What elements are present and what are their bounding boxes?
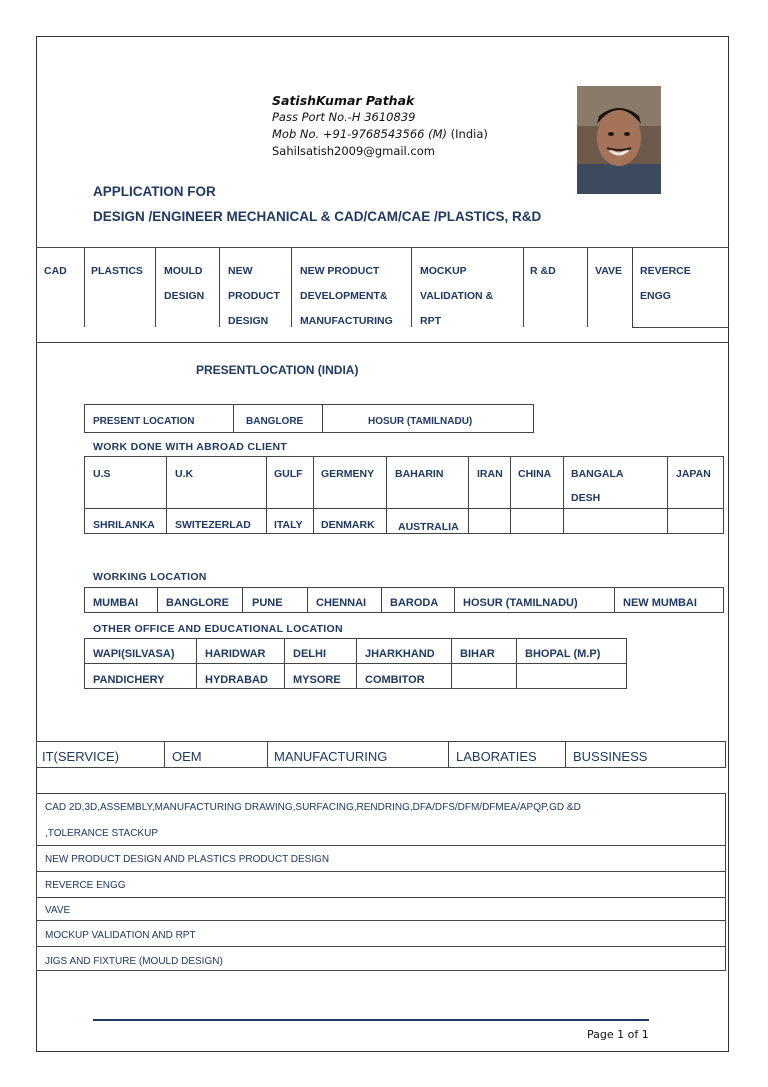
skill-mould-2: DESIGN — [164, 290, 205, 302]
skills-divider — [219, 247, 220, 327]
working-col-divider — [307, 587, 308, 613]
working-baroda: BARODA — [390, 597, 439, 609]
skill-vave: VAVE — [595, 265, 623, 277]
abroad-col-divider — [166, 456, 167, 534]
sector-manufacturing: MANUFACTURING — [274, 749, 388, 764]
working-col-divider — [157, 587, 158, 613]
skill-npdm-3: MANUFACTURING — [300, 315, 393, 327]
abroad-col-divider — [563, 456, 564, 534]
skills-divider — [587, 247, 588, 327]
applicant-name: SatishKumar Pathak — [272, 93, 415, 108]
office-bihar: BIHAR — [460, 648, 495, 660]
skills-divider — [155, 247, 156, 327]
mobile-number — [272, 127, 488, 141]
mobile-text: Mob No. +91-9768543566 (M) — [272, 127, 447, 141]
skill-reverce-1: REVERCE — [640, 265, 691, 277]
skill-mockup-1: MOCKUP — [420, 265, 467, 277]
sectors-col-divider — [164, 741, 165, 768]
expertise-table — [36, 793, 726, 971]
office-combitor: COMBITOR — [365, 674, 425, 686]
abroad-col-divider — [266, 456, 267, 534]
skill-npdm-2: DEVELOPMENT& — [300, 290, 388, 302]
skills-bottom-border — [632, 327, 729, 328]
skills-divider — [291, 247, 292, 327]
skills-top-border — [36, 247, 729, 248]
present-location-city: BANGLORE — [246, 416, 304, 427]
abroad-desh: DESH — [571, 492, 601, 504]
other-office-col-divider — [451, 638, 452, 689]
mobile-country: (India) — [450, 127, 488, 141]
skill-mockup-3: RPT — [420, 315, 441, 327]
working-col-divider — [381, 587, 382, 613]
expertise-row-divider — [36, 897, 726, 898]
expertise-tolerance: ,TOLERANCE STACKUP — [45, 828, 158, 839]
skill-mould-1: MOULD — [164, 265, 203, 277]
section-divider — [36, 342, 729, 343]
other-office-col-divider — [284, 638, 285, 689]
footer-rule — [93, 1019, 649, 1021]
skill-cad: CAD — [44, 265, 67, 277]
skill-mockup-2: VALIDATION & — [420, 290, 494, 302]
sectors-col-divider — [565, 741, 566, 768]
abroad-germeny: GERMENY — [321, 468, 375, 480]
present-location-divider — [322, 404, 323, 433]
other-office-col-divider — [196, 638, 197, 689]
abroad-baharin: BAHARIN — [395, 468, 444, 480]
working-col-divider — [614, 587, 615, 613]
sector-laboraties: LABORATIES — [456, 749, 537, 764]
page-number: Page 1 of 1 — [587, 1028, 649, 1041]
working-col-divider — [242, 587, 243, 613]
abroad-col-divider — [468, 456, 469, 534]
expertise-row-divider — [36, 920, 726, 921]
expertise-row-divider — [36, 871, 726, 872]
email-address: Sahilsatish2009@gmail.com — [272, 144, 435, 158]
abroad-switezerlad: SWITEZERLAD — [175, 519, 251, 531]
other-office-heading: OTHER OFFICE AND EDUCATIONAL LOCATION — [93, 623, 343, 635]
expertise-mockup: MOCKUP VALIDATION AND RPT — [45, 930, 196, 941]
skill-npd-3: DESIGN — [228, 315, 269, 327]
expertise-npd: NEW PRODUCT DESIGN AND PLASTICS PRODUCT DESIGN — [45, 854, 330, 865]
office-bhopal: BHOPAL (M.P) — [525, 648, 601, 660]
skill-reverce-2: ENGG — [640, 290, 671, 302]
office-haridwar: HARIDWAR — [205, 648, 266, 660]
office-hydrabad: HYDRABAD — [205, 674, 268, 686]
sectors-col-divider — [267, 741, 268, 768]
skill-npdm-1: NEW PRODUCT — [300, 265, 380, 277]
skills-divider — [84, 247, 85, 327]
abroad-col-divider — [313, 456, 314, 534]
sector-it: IT(SERVICE) — [42, 749, 120, 764]
passport-number: Pass Port No.-H 3610839 — [272, 110, 416, 124]
working-mumbai: MUMBAI — [93, 597, 139, 609]
skill-npd-2: PRODUCT — [228, 290, 280, 302]
expertise-reverce: REVERCE ENGG — [45, 880, 126, 891]
office-jharkhand: JHARKHAND — [365, 648, 435, 660]
sector-bussiness: BUSSINESS — [573, 749, 648, 764]
present-location-divider — [233, 404, 234, 433]
abroad-italy: ITALY — [274, 519, 303, 531]
working-hosur: HOSUR (TAMILNADU) — [463, 597, 578, 609]
skills-divider — [523, 247, 524, 327]
abroad-bangala: BANGALA — [571, 468, 624, 480]
skill-npd-1: NEW — [228, 265, 253, 277]
other-office-col-divider — [516, 638, 517, 689]
office-delhi: DELHI — [293, 648, 326, 660]
skill-plastics: PLASTICS — [91, 265, 143, 277]
abroad-row-divider — [84, 508, 724, 509]
present-location-label: PRESENT LOCATION — [93, 416, 195, 427]
working-banglore: BANGLORE — [166, 597, 229, 609]
expertise-jigs: JIGS AND FIXTURE (MOULD DESIGN) — [45, 956, 223, 967]
skill-rd: R &D — [530, 265, 556, 277]
sectors-col-divider — [448, 741, 449, 768]
working-heading: WORKING LOCATION — [93, 571, 207, 583]
working-new-mumbai: NEW MUMBAI — [623, 597, 697, 609]
abroad-australia: AUSTRALIA — [398, 521, 459, 533]
expertise-row-divider — [36, 946, 726, 947]
skills-divider — [632, 247, 633, 327]
abroad-iran: IRAN — [477, 468, 503, 480]
abroad-col-divider — [386, 456, 387, 534]
skills-divider — [411, 247, 412, 327]
working-chennai: CHENNAI — [316, 597, 367, 609]
abroad-us: U.S — [93, 468, 111, 480]
abroad-heading: WORK DONE WITH ABROAD CLIENT — [93, 441, 288, 453]
abroad-japan: JAPAN — [676, 468, 711, 480]
present-location-heading: PRESENTLOCATION (INDIA) — [196, 363, 359, 377]
title-line-1: APPLICATION FOR — [93, 184, 216, 199]
working-pune: PUNE — [252, 597, 283, 609]
other-office-col-divider — [356, 638, 357, 689]
abroad-col-divider — [510, 456, 511, 534]
abroad-uk: U.K — [175, 468, 194, 480]
office-wapi: WAPI(SILVASA) — [93, 648, 175, 660]
abroad-china: CHINA — [518, 468, 552, 480]
abroad-col-divider — [667, 456, 668, 534]
office-pandichery: PANDICHERY — [93, 674, 165, 686]
sector-oem: OEM — [172, 749, 202, 764]
applicant-photo — [577, 86, 661, 194]
expertise-row-divider — [36, 845, 726, 846]
present-location-other: HOSUR (TAMILNADU) — [368, 416, 473, 427]
abroad-shrilanka: SHRILANKA — [93, 519, 155, 531]
expertise-vave: VAVE — [45, 905, 71, 916]
office-mysore: MYSORE — [293, 674, 341, 686]
working-col-divider — [454, 587, 455, 613]
abroad-denmark: DENMARK — [321, 519, 375, 531]
abroad-gulf: GULF — [274, 468, 303, 480]
expertise-cad: CAD 2D,3D,ASSEMBLY,MANUFACTURING DRAWING,SURFACING,RENDRING,DFA/DFS/DFM/DFMEA/APQP,GD &D — [45, 802, 581, 813]
title-line-2: DESIGN /ENGINEER MECHANICAL & CAD/CAM/CAE /PLASTICS, R&D — [93, 209, 542, 224]
